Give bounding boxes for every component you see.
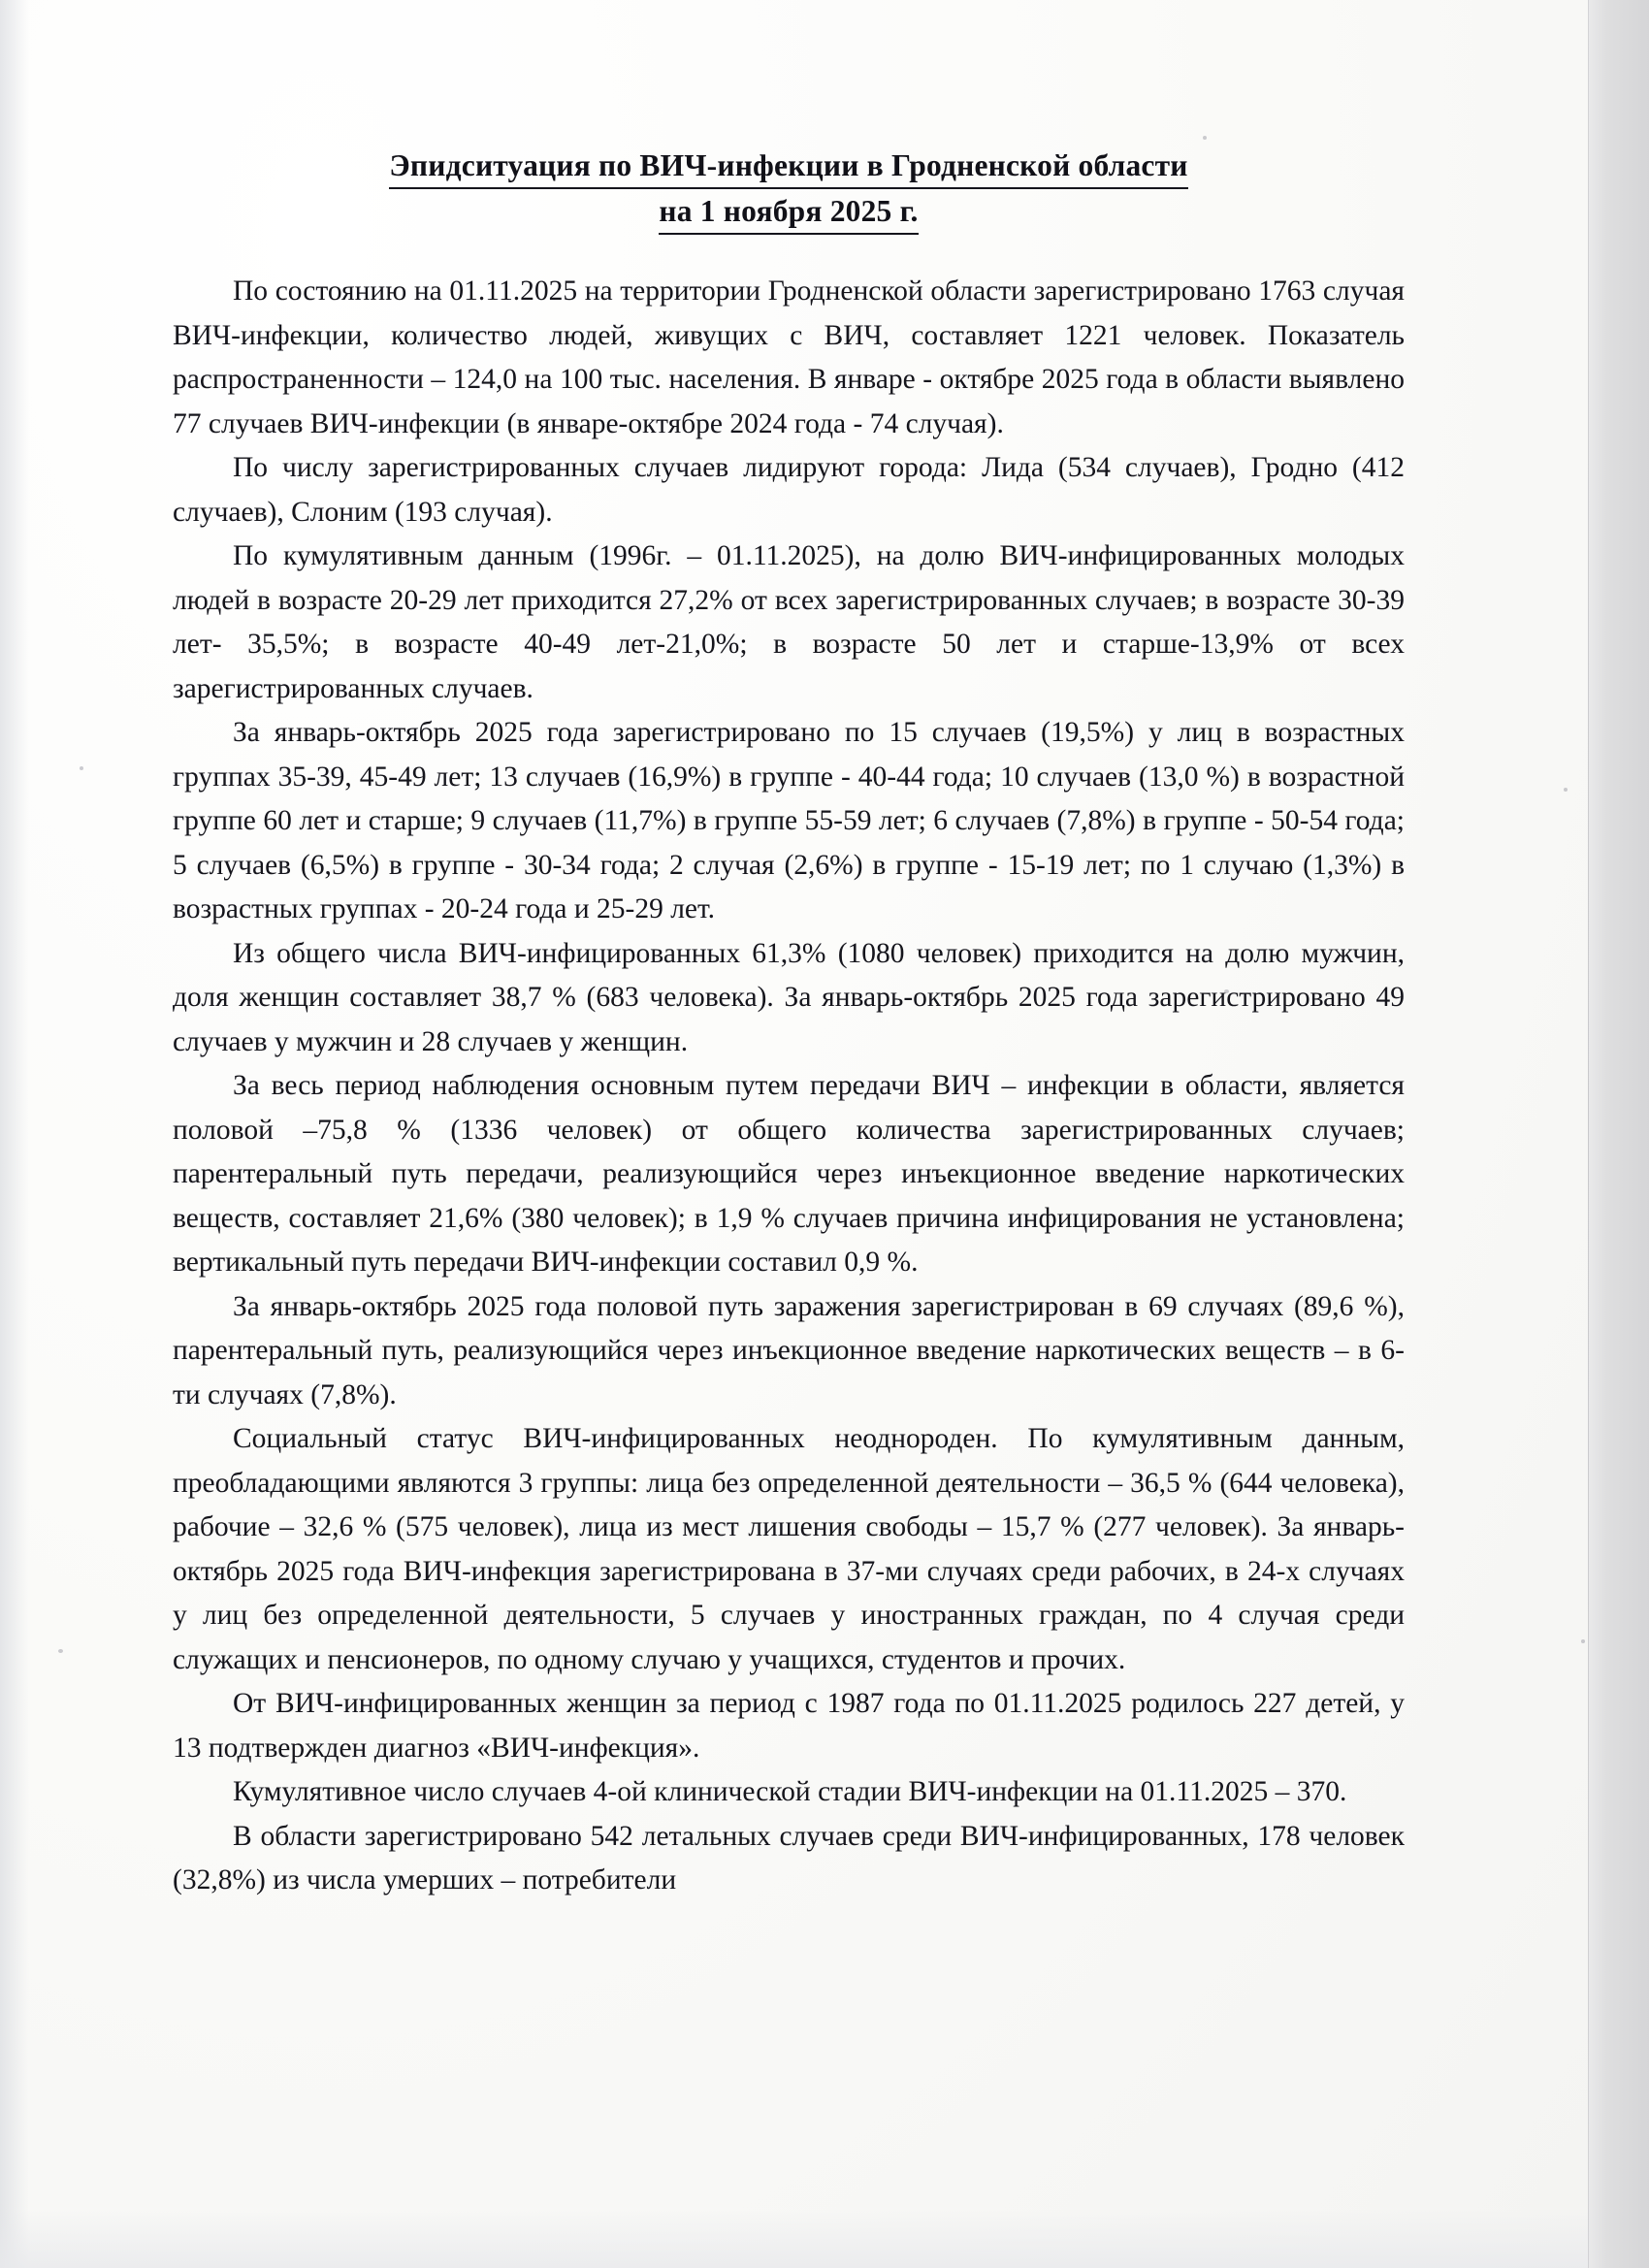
document-title bbox=[173, 146, 1405, 235]
scan-speck bbox=[1203, 136, 1207, 140]
paragraph: Социальный статус ВИЧ-инфицированных неоднороден. По кумулятивным данным, преобладающими являются 3 группы: лица без определенной деятельности – 36,5 % (644 человека), рабочие – 32,6 % (575 человек), лица из мест лишения свободы – 15,7 % (277 человек). За январь-октябрь 2025 года ВИЧ-инфекция зарегистрирована в 37-ми случаях среди рабочих, в 24-х случаях у лиц без определенной деятельности, 5 случаев у иностранных граждан, по 4 случая среди служащих и пенсионеров, по одному случаю у учащихся, студентов и прочих. bbox=[173, 1423, 1405, 1675]
title-line-1: Эпидситуация по ВИЧ-инфекции в Гродненской области bbox=[389, 146, 1187, 189]
scan-speck bbox=[1564, 788, 1568, 792]
paragraph: За весь период наблюдения основным путем передачи ВИЧ – инфекции в области, является половой –75,8 % (1336 человек) от общего количества зарегистрированных случаев; парентеральный путь передачи, реализующийся через инъекционное введение наркотических веществ, составляет 21,6% (380 человек); в 1,9 % случаев причина инфицирования не установлена; вертикальный путь передачи ВИЧ-инфекции составил 0,9 %. bbox=[173, 1070, 1405, 1278]
scan-right-gutter bbox=[1589, 0, 1649, 2268]
paragraph: За январь-октябрь 2025 года половой путь заражения зарегистрирован в 69 случаях (89,6 %), парентеральный путь, реализующийся через инъекционное введение наркотических веществ – в 6-ти случаях (7,8%). bbox=[173, 1290, 1405, 1410]
document-content bbox=[173, 146, 1405, 1903]
paragraph: От ВИЧ-инфицированных женщин за период с 1987 года по 01.11.2025 родилось 227 детей, у 13 подтвержден диагноз «ВИЧ-инфекция». bbox=[173, 1688, 1405, 1764]
paragraph: По кумулятивным данным (1996г. – 01.11.2025), на долю ВИЧ-инфицированных молодых людей в возрасте 20-29 лет приходится 27,2% от всех зарегистрированных случаев; в возрасте 30-39 лет- 35,5%; в возрасте 40-49 лет-21,0%; в возрасте 50 лет и старше-13,9% от всех зарегистрированных случаев. bbox=[173, 540, 1405, 704]
paragraph: Кумулятивное число случаев 4-ой клинической стадии ВИЧ-инфекции на 01.11.2025 – 370. bbox=[233, 1776, 1347, 1807]
paragraph: За январь-октябрь 2025 года зарегистрировано по 15 случаев (19,5%) у лиц в возрастных группах 35-39, 45-49 лет; 13 случаев (16,9%) в группе - 40-44 года; 10 случаев (13,0 %) в возрастной группе 60 лет и старше; 9 случаев (11,7%) в группе 55-59 лет; 6 случаев (7,8%) в группе - 50-54 года; 5 случаев (6,5%) в группе - 30-34 года; 2 случая (2,6%) в группе - 15-19 лет; по 1 случаю (1,3%) в возрастных группах - 20-24 года и 25-29 лет. bbox=[173, 717, 1405, 924]
paragraph: По состоянию на 01.11.2025 на территории Гродненской области зарегистрировано 1763 случая ВИЧ-инфекции, количество людей, живущих с ВИЧ, составляет 1221 человек. Показатель распространенности – 124,0 на 100 тыс. населения. В январе - октябре 2025 года в области выявлено 77 случаев ВИЧ-инфекции (в январе-октябре 2024 года - 74 случая). bbox=[173, 275, 1405, 439]
document-body bbox=[173, 270, 1405, 1903]
paragraph: Из общего числа ВИЧ-инфицированных 61,3% (1080 человек) приходится на долю мужчин, доля женщин составляет 38,7 % (683 человека). За январь-октябрь 2025 года зарегистрировано 49 случаев у мужчин и 28 случаев у женщин. bbox=[173, 937, 1405, 1057]
scan-speck bbox=[58, 1649, 63, 1653]
title-line-2: на 1 ноября 2025 г. bbox=[659, 191, 918, 235]
scan-speck bbox=[1581, 1639, 1585, 1643]
paragraph: По числу зарегистрированных случаев лидируют города: Лида (534 случаев), Гродно (412 случаев), Слоним (193 случая). bbox=[173, 452, 1405, 528]
scan-speck bbox=[80, 766, 83, 770]
paragraph: В области зарегистрировано 542 летальных случаев среди ВИЧ-инфицированных, 178 человек (32,8%) из числа умерших – потребители bbox=[173, 1820, 1405, 1895]
